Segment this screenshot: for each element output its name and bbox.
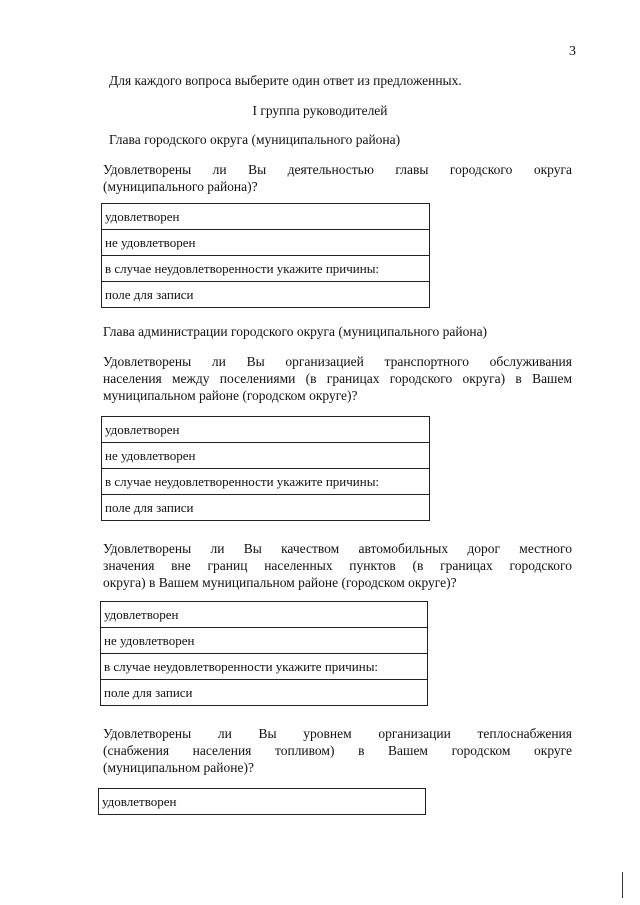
question-4 [103, 725, 572, 776]
option-write-field[interactable]: поле для записи [102, 282, 430, 308]
question-line: округа) в Вашем муниципальном районе (городском округе)? [103, 575, 457, 590]
answer-table-2 [101, 416, 430, 521]
option-reason-label: в случае неудовлетворенности укажите причины: [102, 256, 430, 282]
answer-table-3 [100, 601, 428, 706]
question-line: Удовлетворены ли Вы организацией транспортного обслуживания [103, 354, 572, 369]
question-1 [103, 161, 572, 195]
question-line: Удовлетворены ли Вы качеством автомобильных дорог местного [103, 541, 572, 556]
answer-table-1 [101, 203, 430, 308]
question-3 [103, 540, 572, 591]
option-reason-label: в случае неудовлетворенности укажите причины: [101, 654, 428, 680]
option-reason-label: в случае неудовлетворенности укажите причины: [102, 469, 430, 495]
option-not-satisfied[interactable]: не удовлетворен [101, 628, 428, 654]
answer-table-4 [98, 788, 426, 815]
group-title: I группа руководителей [252, 103, 388, 118]
question-line: (муниципального района)? [103, 179, 258, 194]
question-line: населения между поселениями (в границах городского округа) в Вашем [103, 371, 572, 386]
option-not-satisfied[interactable]: не удовлетворен [102, 230, 430, 256]
scan-margin-mark [622, 872, 623, 898]
question-2 [103, 353, 572, 404]
option-satisfied[interactable]: удовлетворен [101, 602, 428, 628]
option-write-field[interactable]: поле для записи [102, 495, 430, 521]
option-satisfied[interactable]: удовлетворен [102, 204, 430, 230]
page-number: 3 [569, 44, 576, 59]
section-heading-admin-head: Глава администрации городского округа (муниципального района) [103, 324, 488, 339]
question-line: (муниципальном районе)? [103, 760, 254, 775]
instruction-text: Для каждого вопроса выберите один ответ из предложенных. [109, 73, 462, 88]
question-line: Удовлетворены ли Вы уровнем организации теплоснабжения [103, 726, 572, 741]
option-satisfied[interactable]: удовлетворен [99, 789, 426, 815]
option-not-satisfied[interactable]: не удовлетворен [102, 443, 430, 469]
option-satisfied[interactable]: удовлетворен [102, 417, 430, 443]
question-line: значения вне границ населенных пунктов (в границах городского [103, 558, 572, 573]
option-write-field[interactable]: поле для записи [101, 680, 428, 706]
question-line: муниципальном районе (городском округе)? [103, 388, 358, 403]
section-heading-city-head: Глава городского округа (муниципального района) [109, 132, 401, 147]
question-line: (снабжения населения топливом) в Вашем городском округе [103, 743, 572, 758]
question-line: Удовлетворены ли Вы деятельностью главы городского округа [103, 162, 572, 177]
